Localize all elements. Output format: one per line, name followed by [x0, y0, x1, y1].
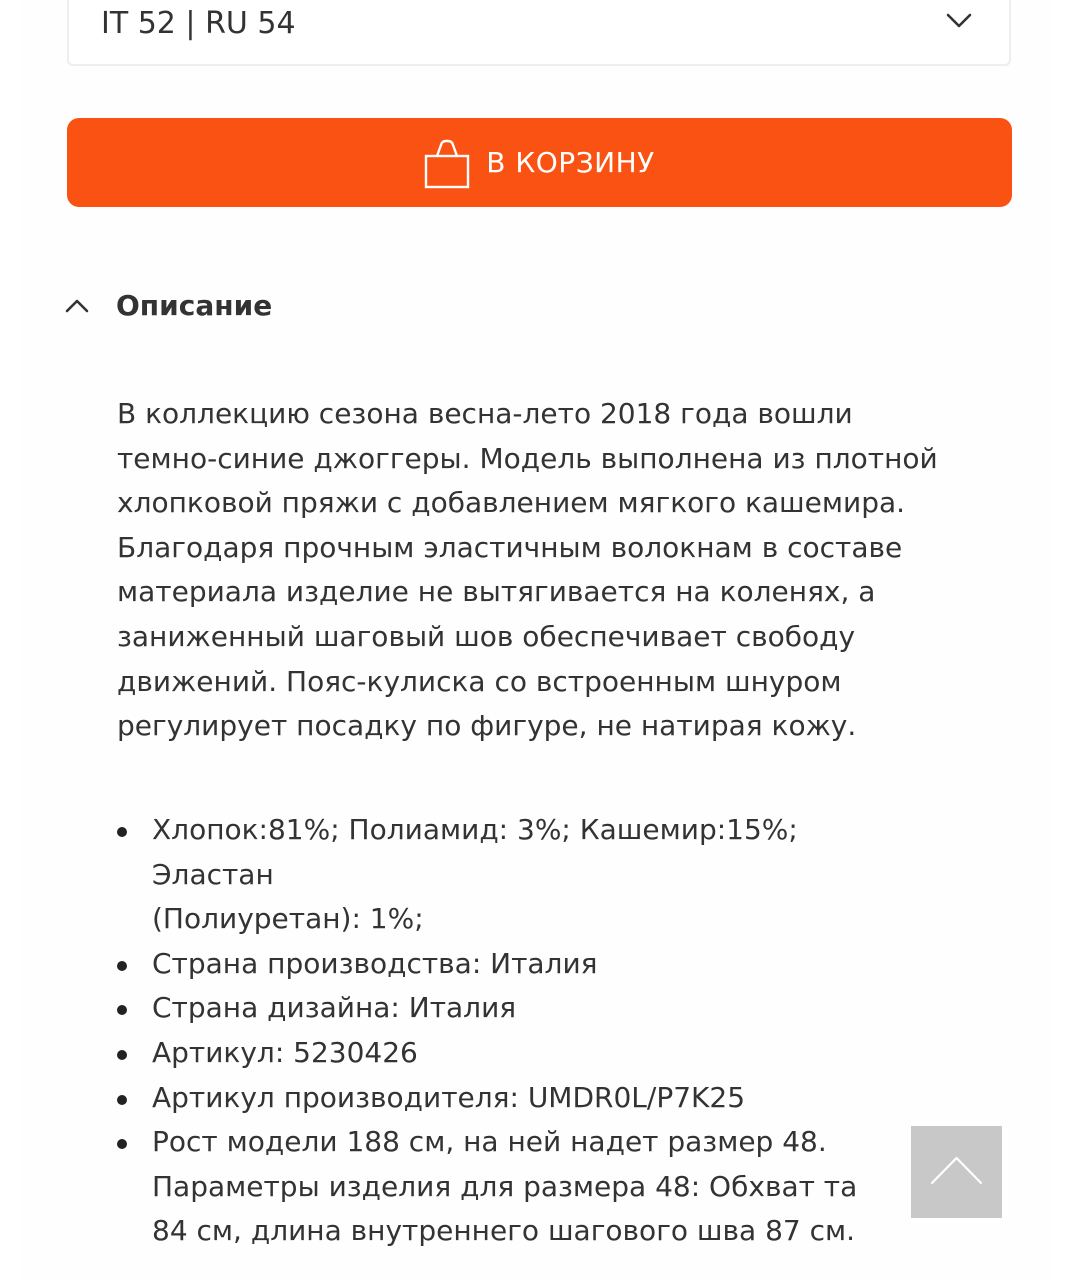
arrow-up-icon	[929, 1154, 984, 1186]
description-toggle[interactable]	[64, 282, 272, 330]
spec-list	[117, 808, 917, 1254]
shopping-bag-icon	[424, 139, 470, 189]
spec-item-sku: Артикул: 5230426	[117, 1031, 917, 1076]
chevron-up-icon	[64, 298, 90, 314]
add-to-cart-label: В КОРЗИНУ	[486, 145, 655, 179]
spec-item-manufacturer-sku: Артикул производителя: UMDR0L/P7K25	[117, 1076, 917, 1121]
chevron-down-icon	[945, 12, 973, 30]
description-title: Описание	[116, 289, 273, 322]
add-to-cart-button[interactable]	[67, 118, 1012, 207]
size-select-value: IT 52 | RU 54	[101, 6, 296, 41]
description-text: В коллекцию сезона весна-лето 2018 года вошли темно-синие джоггеры. Модель выполнена из плотной хлопковой пряжи с добавлением мягкого кашемира. Благодаря прочным эластичным волокнам в составе материала изделие не вытягивается на коленях, а заниженный шаговый шов обеспечивает свободу движений. Пояс-кулиска со встроенным шнуром регулирует посадку по фигуре, не натирая кожу.	[117, 397, 938, 743]
spec-item-model-size: Рост модели 188 см, на ней надет размер 48. Параметры изделия для размера 48: Обхват та 84 см, длина внутреннего шагового шва 87 см.	[117, 1120, 917, 1254]
spec-item-composition: Хлопок:81%; Полиамид: 3%; Кашемир:15%; Эластан (Полиуретан): 1%;	[117, 808, 917, 942]
size-select[interactable]	[67, 0, 1011, 66]
spec-item-country-of-design: Страна дизайна: Италия	[117, 986, 917, 1031]
scroll-to-top-button[interactable]	[911, 1126, 1002, 1218]
spec-item-country-of-manufacture: Страна производства: Италия	[117, 942, 917, 987]
